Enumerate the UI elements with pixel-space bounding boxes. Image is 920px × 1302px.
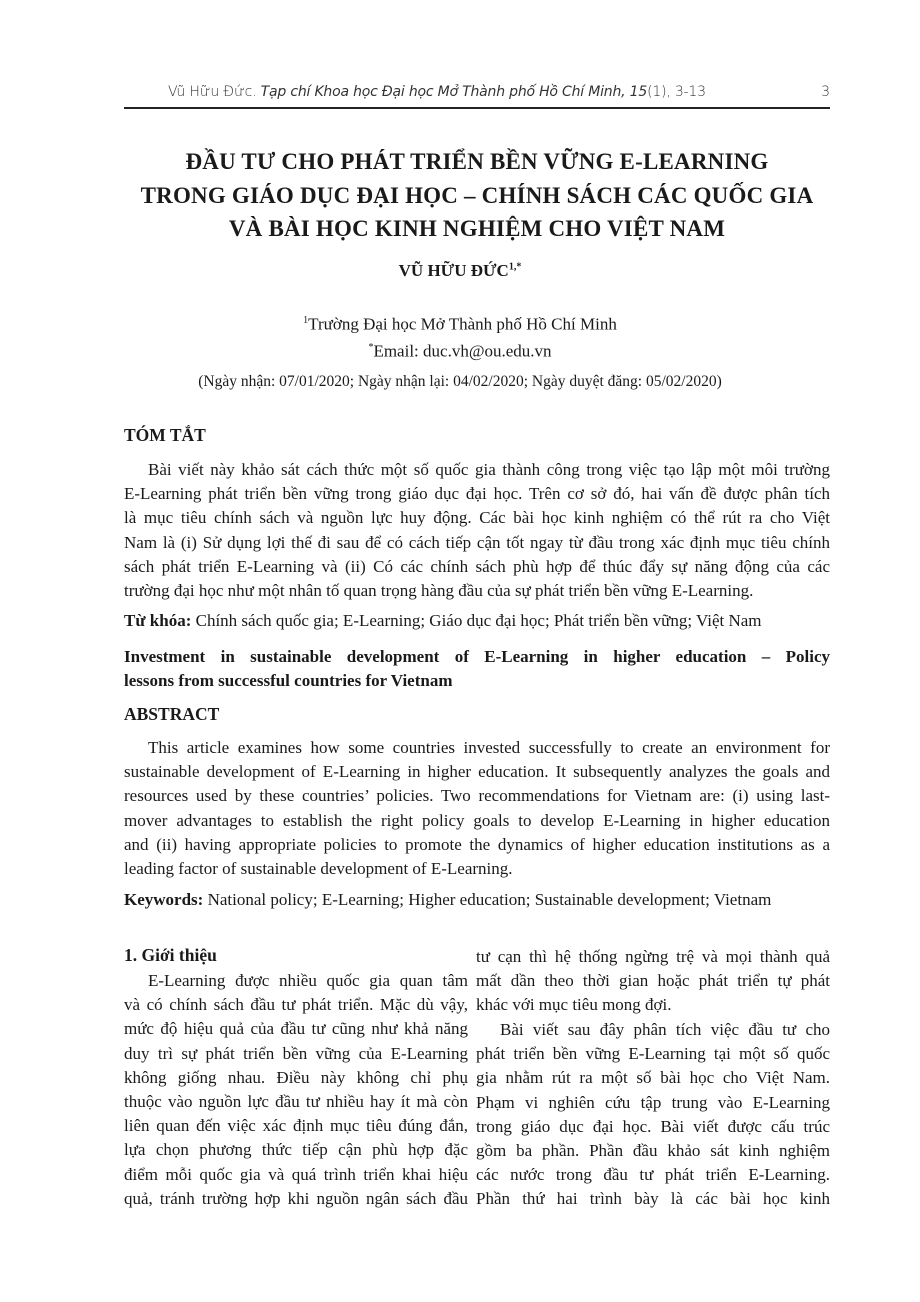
english-title-line: Investment in sustainable development of E-Learning in higher education – Policy	[124, 647, 830, 666]
text-line: Phạm vi nghiên cứu tập trung vào E-Learning	[476, 1092, 830, 1112]
text-line: Nam là (i) Sử dụng lợi thế đi sau để có cách tiếp cận tốt ngay từ đầu trong xác định mục tiêu chính	[124, 532, 830, 552]
text-line: mover advantages to establish the right policy goals to develop E-Learning in higher education	[124, 810, 830, 830]
text-line: điểm mỗi quốc gia và quá trình triển khai hiệu	[124, 1164, 468, 1184]
tom-tat-keywords	[124, 611, 830, 631]
header-rule	[124, 107, 830, 109]
header-issue-pages: (1), 3-13	[647, 84, 706, 100]
text-line: trong giáo dục đại học. Bài viết được cấu trúc	[476, 1116, 830, 1136]
title-line: TRONG GIÁO DỤC ĐẠI HỌC – CHÍNH SÁCH CÁC QUỐC GIA	[140, 182, 814, 208]
text-line: sách phát triển E-Learning và (ii) Có các chính sách phù hợp để thúc đẩy sự năng động của các	[124, 556, 830, 576]
text-line: Bài viết này khảo sát cách thức một số quốc gia thành công trong việc tạo lập một môi trường	[148, 460, 830, 479]
header-journal: Tạp chí Khoa học Đại học Mở Thành phố Hồ Chí Minh,	[260, 84, 626, 100]
keywords-text: National policy; E-Learning; Higher education; Sustainable development; Vietnam	[207, 890, 772, 909]
abstract-body	[124, 736, 830, 881]
text-line: trường đại học như một nhân tố quan trọng hàng đầu của sự phát triển bền vững E-Learning.	[124, 581, 754, 601]
header-volume: 15	[629, 84, 648, 100]
text-line: quả, tránh trường hợp khi nguồn ngân sách đầu	[124, 1188, 468, 1208]
text-line: resources used by these countries’ policies. Two recommendations for Vietnam are: (i) using last-	[124, 786, 830, 806]
text-line: duy trì sự phát triển bền vững của E-Learning	[124, 1043, 468, 1063]
email[interactable]: Email: duc.vh@ou.edu.vn	[373, 341, 552, 361]
affiliation-mark: 1	[303, 315, 309, 326]
text-line: không giống nhau. Điều này không chỉ phụ	[124, 1067, 468, 1087]
title-line: VÀ BÀI HỌC KINH NGHIỆM CHO VIỆT NAM	[228, 216, 726, 241]
running-header	[124, 82, 830, 104]
text-line: This article examines how some countries invested successfully to create an environment for	[148, 738, 830, 757]
citation	[168, 84, 706, 100]
text-line: gồm ba phần. Phần đầu khảo sát kinh nghiệm	[476, 1141, 830, 1161]
keywords-label: Từ khóa:	[124, 611, 192, 630]
text-line: sustainable development of E-Learning in higher education. It subsequently analyzes the goals and	[124, 762, 830, 782]
text-line: E-Learning được nhiều quốc gia quan tâm	[148, 971, 468, 990]
text-line: lựa chọn phương thức tiếp cận phù hợp đặc	[124, 1140, 468, 1160]
english-keywords	[124, 890, 830, 910]
keywords-text: Chính sách quốc gia; E-Learning; Giáo dục đại học; Phát triển bền vững; Việt Nam	[195, 611, 762, 630]
section-left-column	[124, 969, 468, 1211]
dates: (Ngày nhận: 07/01/2020; Ngày nhận lại: 04/02/2020; Ngày duyệt đăng: 05/02/2020)	[198, 373, 722, 390]
author-marks: 1,*	[508, 261, 522, 273]
keywords-label: Keywords:	[124, 890, 204, 909]
affiliation-text: Trường Đại học Mở Thành phố Hồ Chí Minh	[308, 314, 617, 334]
text-line: và có chính sách đầu tư phát triển. Mặc dù vậy,	[124, 995, 468, 1015]
text-line: các nước trong đầu tư phát triển E-Learning.	[476, 1165, 830, 1185]
author-name: VŨ HỮU ĐỨC	[398, 261, 509, 280]
author	[0, 261, 920, 281]
text-line: liên quan đến việc xác định mục tiêu đúng đắn,	[124, 1116, 468, 1136]
text-line: gia nhằm rút ra một số bài học cho Việt Nam.	[476, 1068, 830, 1088]
title-line: ĐẦU TƯ CHO PHÁT TRIỂN BỀN VỮNG E-LEARNING	[185, 149, 769, 174]
text-line: mất dần theo thời gian hoặc phát triển tự phát	[476, 971, 830, 991]
tom-tat-body	[124, 458, 830, 603]
page-number: 3	[821, 84, 830, 100]
text-line: E-Learning phát triển bền vững trong giáo dục đại học. Trên cơ sở đó, hai vấn đề được phân tích	[124, 484, 830, 504]
section-right-column-part2	[476, 1018, 830, 1212]
text-line: tư cạn thì hệ thống ngừng trệ và mọi thành quả	[476, 947, 830, 966]
text-line: Phần thứ hai trình bày là các bài học kinh	[476, 1189, 830, 1209]
text-line: thuộc vào nguồn lực đầu tư nhiều hay ít mà còn	[124, 1092, 468, 1112]
affiliation	[0, 309, 920, 362]
english-title	[124, 645, 830, 692]
article-title	[100, 145, 854, 246]
text-line: là mục tiêu chính sách và nguồn lực huy động. Các bài học kinh nghiệm có thể rút ra cho Việt	[124, 508, 830, 528]
text-line: khác với mục tiêu mong đợi.	[476, 995, 672, 1015]
tom-tat-heading: TÓM TẮT	[124, 425, 206, 445]
text-line: Bài viết sau đây phân tích việc đầu tư cho	[500, 1020, 830, 1039]
email-mark: *	[368, 341, 374, 353]
section-heading: 1. Giới thiệu	[124, 945, 217, 965]
english-title-line: lessons from successful countries for Vietnam	[124, 670, 453, 690]
header-author: Vũ Hữu Đức.	[168, 84, 257, 100]
abstract-heading: ABSTRACT	[124, 704, 220, 724]
text-line: leading factor of sustainable development of E-Learning.	[124, 859, 513, 879]
text-line: and (ii) having appropriate policies to promote the dynamics of higher education institutions as a	[124, 834, 830, 854]
text-line: phát triển bền vững E-Learning tại một số quốc	[476, 1044, 830, 1064]
text-line: mức độ hiệu quả của đầu tư cũng như khả năng	[124, 1019, 468, 1039]
section-right-column-part1	[476, 945, 830, 1018]
